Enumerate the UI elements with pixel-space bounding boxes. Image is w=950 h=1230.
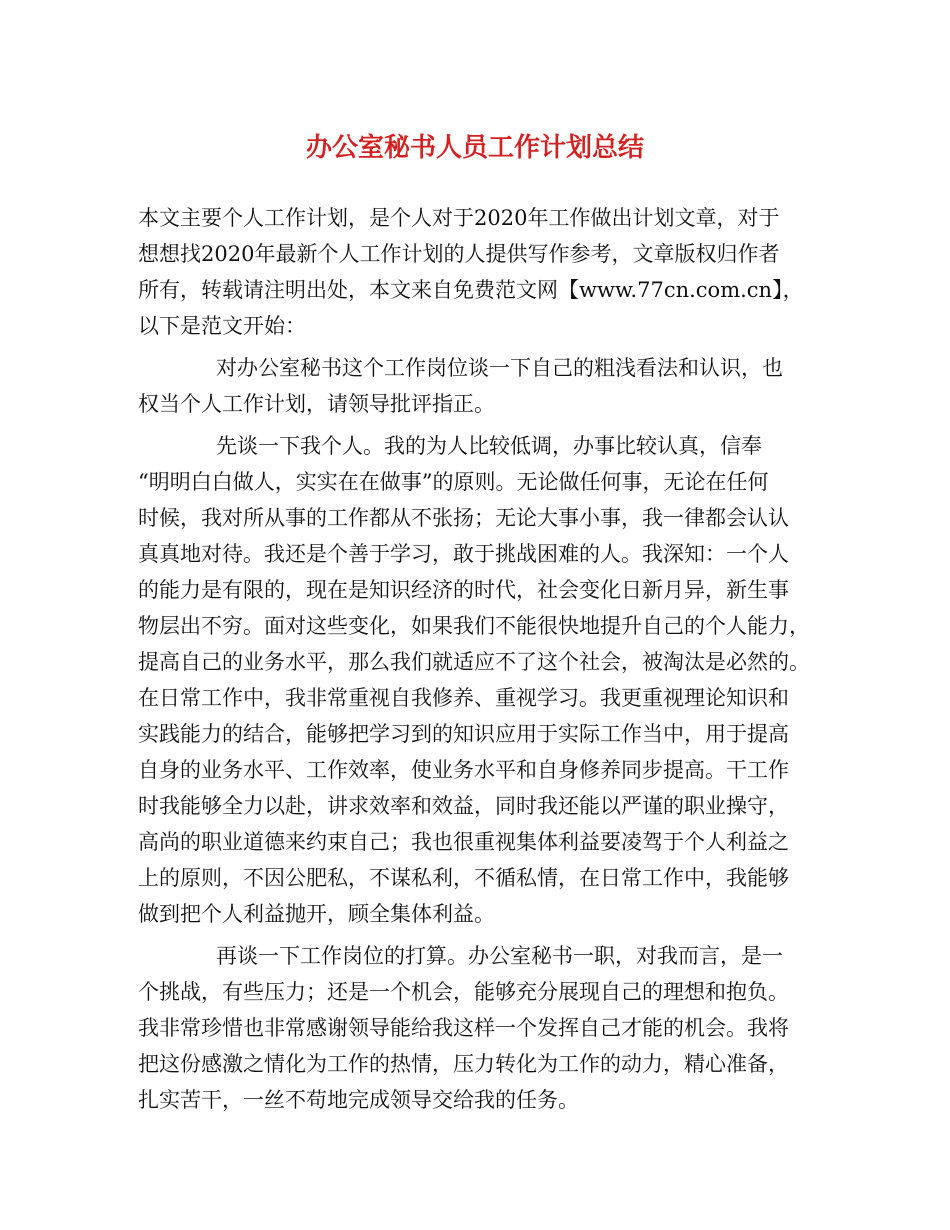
paragraph-3 [138,938,814,1118]
paragraph-1 [138,350,814,422]
text-line: 先谈一下我个人。我的为人比较低调，办事比较认真，信奉 [216,434,762,458]
text-line: 在日常工作中，我非常重视自我修养、重视学习。我更重视理论知识和 [138,686,789,710]
text-line: 权当个人工作计划，请领导批评指正。 [138,392,495,416]
document-title: 办公室秘书人员工作计划总结 [305,133,644,163]
text-line: 我非常珍惜也非常感谢领导能给我这样一个发挥自己才能的机会。我将 [138,1016,789,1040]
text-line: 个挑战，有些压力；还是一个机会，能够充分展现自己的理想和抱负。 [138,980,789,1004]
text-line: 所有，转载请注明出处，本文来自免费范文网【www.77cn.com.cn】， [138,278,804,302]
text-line: “明明白白做人，实实在在做事”的原则。无论做任何事，无论在任何 [138,470,769,494]
text-line: 上的原则，不因公肥私，不谋私利，不循私情，在日常工作中，我能够 [138,866,789,890]
text-line: 再谈一下工作岗位的打算。办公室秘书一职，对我而言，是一 [216,944,783,968]
text-line: 扎实苦干，一丝不苟地完成领导交给我的任务。 [138,1088,579,1112]
text-line: 做到把个人利益抛开，顾全集体利益。 [138,902,495,926]
text-line: 时我能够全力以赴，讲求效率和效益，同时我还能以严谨的职业操守， [138,794,789,818]
text-line: 自身的业务水平、工作效率，使业务水平和自身修养同步提高。干工作 [138,758,789,782]
text-line: 把这份感激之情化为工作的热情，压力转化为工作的动力，精心准备， [138,1052,789,1076]
text-line: 时候，我对所从事的工作都从不张扬；无论大事小事，我一律都会认认 [138,506,789,530]
text-line: 真真地对待。我还是个善于学习，敢于挑战困难的人。我深知：一个人 [138,542,789,566]
text-line: 实践能力的结合，能够把学习到的知识应用于实际工作当中，用于提高 [138,722,789,746]
text-line: 物层出不穷。面对这些变化，如果我们不能很快地提升自己的个人能力， [138,614,810,638]
paragraph-2 [138,428,814,932]
text-line: 想想找2020年最新个人工作计划的人提供写作参考，文章版权归作者 [138,242,780,266]
intro-paragraph [138,200,814,344]
text-line: 本文主要个人工作计划，是个人对于2020年工作做出计划文章，对于 [138,206,780,230]
text-line: 高尚的职业道德来约束自己；我也很重视集体利益要凌驾于个人利益之 [138,830,789,854]
text-line: 对办公室秘书这个工作岗位谈一下自己的粗浅看法和认识，也 [216,356,783,380]
text-line: 的能力是有限的，现在是知识经济的时代，社会变化日新月异，新生事 [138,578,789,602]
text-line: 以下是范文开始： [138,314,306,338]
document-body [138,200,814,1118]
text-line: 提高自己的业务水平，那么我们就适应不了这个社会，被淘汰是必然的。 [138,650,810,674]
